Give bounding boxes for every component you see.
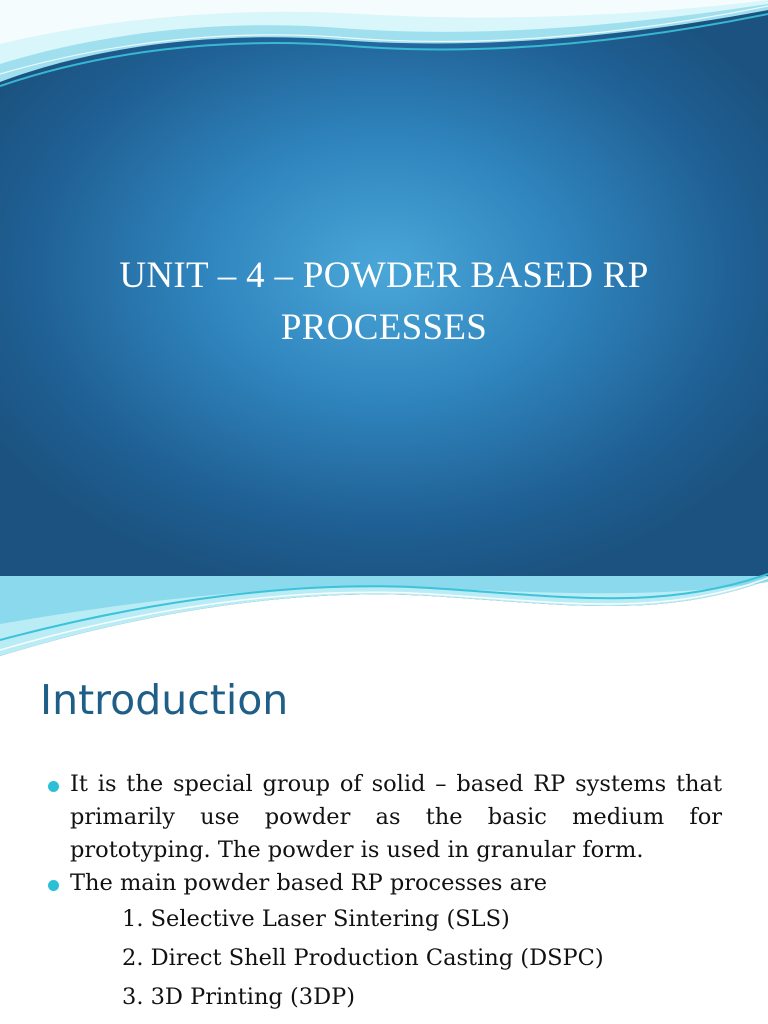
bullet-text: The main powder based RP processes are [70, 870, 548, 896]
slide-title-line-1: UNIT – 4 – POWDER BASED RP [119, 255, 649, 296]
bullet-list [46, 768, 722, 1017]
process-list-item: 1. Selective Laser Sintering (SLS) [122, 906, 510, 932]
process-list-item: 2. Direct Shell Production Casting (DSPC) [122, 945, 604, 971]
top-wave-decoration [0, 0, 768, 100]
bullet-dot-icon [48, 880, 59, 891]
slide-heading: Introduction [40, 676, 289, 724]
slide-title-line-2: PROCESSES [280, 307, 488, 348]
introduction-slide [0, 660, 768, 1024]
slide-title [40, 250, 728, 354]
bottom-wave-decoration [0, 570, 768, 660]
process-list-item: 3. 3D Printing (3DP) [122, 984, 356, 1010]
bullet-text: It is the special group of solid – based RP systems that primarily use powder as the basic medium for prototyping. The powder is used in granular form. [70, 771, 722, 863]
bullet-dot-icon [48, 781, 59, 792]
bullet-item [46, 867, 722, 900]
bullet-item [46, 768, 722, 867]
